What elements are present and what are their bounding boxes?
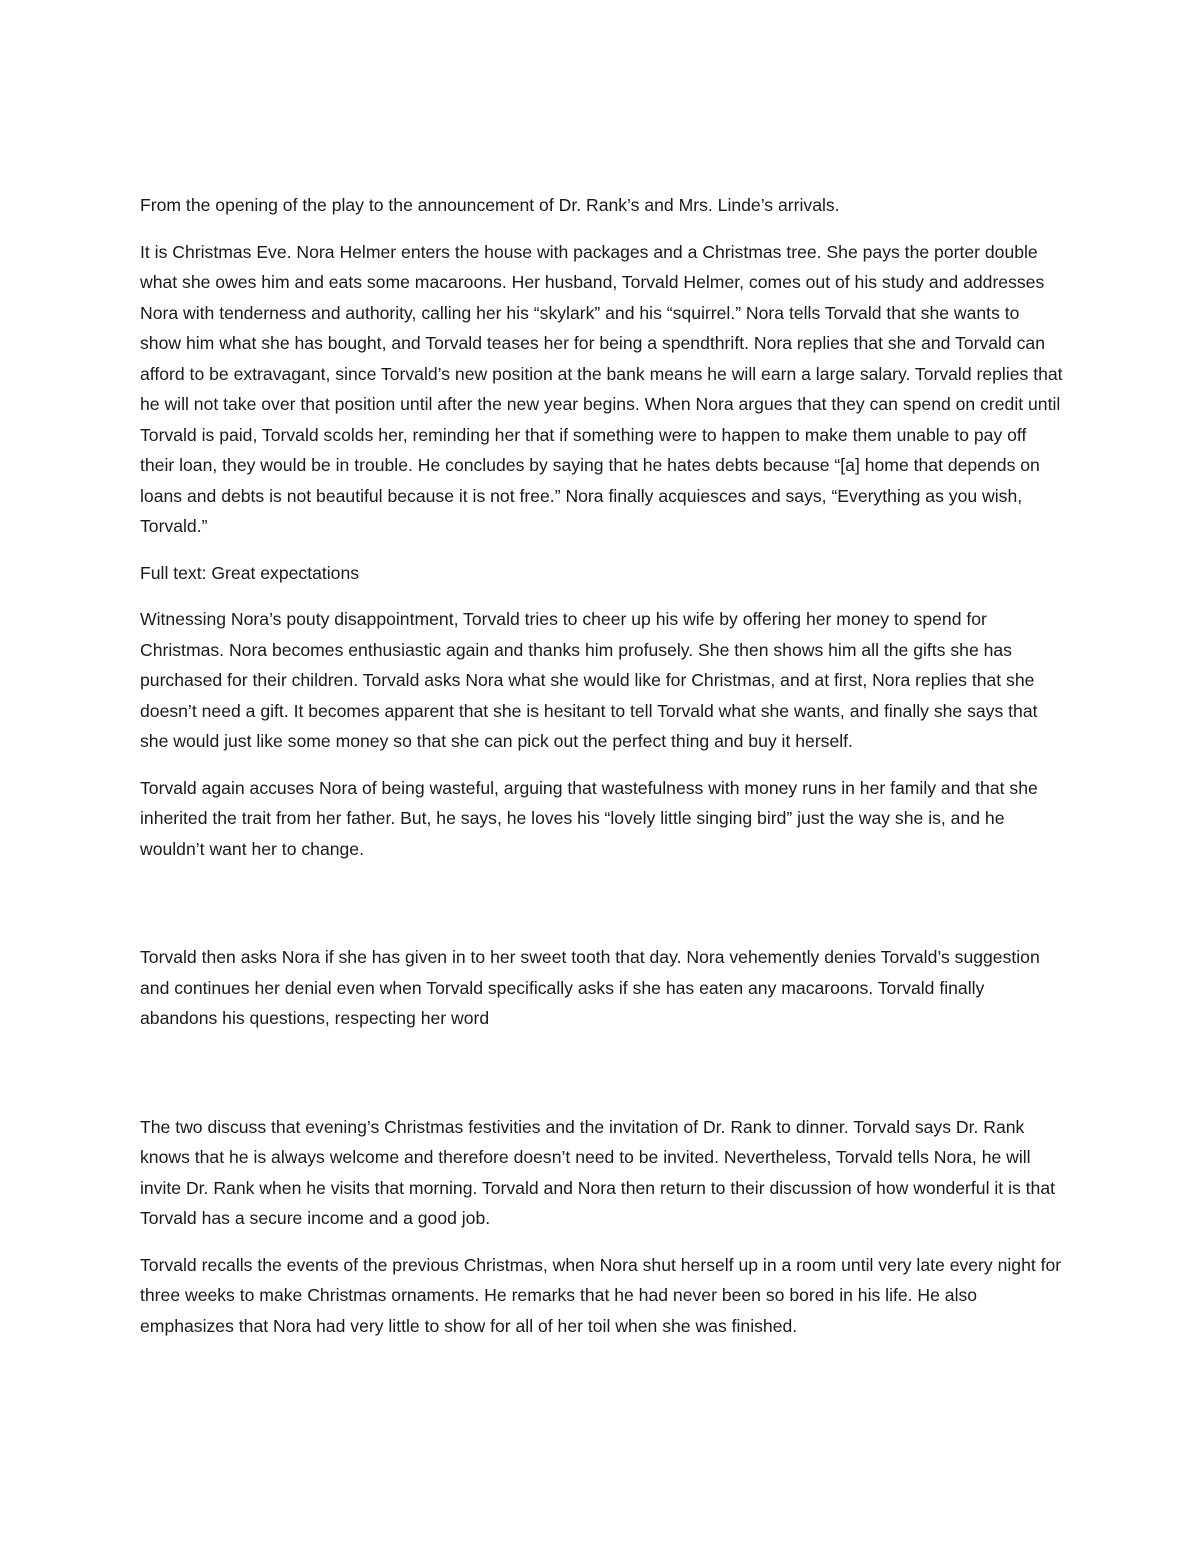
paragraph-nora-disappointment: Witnessing Nora’s pouty disappointment, Torvald tries to cheer up his wife by offering her money to spend for Christmas. Nora becomes enthusiastic again and thanks him profusely. She then shows him all the gifts she has purchased for their children. Torvald asks Nora what she would like for Christmas, and at first, Nora replies that she doesn’t need a gift. It becomes apparent that she is hesitant to tell Torvald what she wants, and finally she says that she would just like some money so that she can pick out the perfect thing and buy it herself. bbox=[140, 609, 1038, 751]
paragraph-festivities: The two discuss that evening’s Christmas festivities and the invitation of Dr. Rank to dinner. Torvald says Dr. Rank knows that he is always welcome and therefore doesn’t need to be invited. Nevertheless, Torvald tells Nora, he will invite Dr. Rank when he visits that morning. Torvald and Nora then return to their discussion of how wonderful it is that Torvald has a secure income and a good job. bbox=[140, 1116, 1056, 1228]
document-body bbox=[140, 190, 1065, 1357]
intro-line: From the opening of the play to the announcement of Dr. Rank’s and Mrs. Linde’s arrivals. bbox=[140, 195, 840, 215]
paragraph-wasteful: Torvald again accuses Nora of being wasteful, arguing that wastefulness with money runs in her family and that she inherited the trait from her father. But, he says, he loves his “lovely little singing bird” just the way she is, and he wouldn’t want her to change. bbox=[140, 777, 1038, 859]
paragraph-previous-christmas: Torvald recalls the events of the previous Christmas, when Nora shut herself up in a room until very late every night for three weeks to make Christmas ornaments. He remarks that he had never been so bored in his life. He also emphasizes that Nora had very little to show for all of her toil when she was finished. bbox=[140, 1254, 1062, 1336]
paragraph-christmas-eve: It is Christmas Eve. Nora Helmer enters the house with packages and a Christmas tree. She pays the porter double what she owes him and eats some macaroons. Her husband, Torvald Helmer, comes out of his study and addresses Nora with tenderness and authority, calling her his “skylark” and his “squirrel.” Nora tells Torvald that she wants to show him what she has bought, and Torvald teases her for being a spendthrift. Nora replies that she and Torvald can afford to be extravagant, since Torvald’s new position at the bank means he will earn a large salary. Torvald replies that he will not take over that position until after the new year begins. When Nora argues that they can spend on credit until Torvald is paid, Torvald scolds her, reminding her that if something were to happen to make them unable to pay off their loan, they would be in trouble. He concludes by saying that he hates debts because “[a] home that depends on loans and debts is not beautiful because it is not free.” Nora finally acquiesces and says, “Everything as you wish, Torvald.” bbox=[140, 241, 1063, 536]
paragraph-sweet-tooth: Torvald then asks Nora if she has given in to her sweet tooth that day. Nora vehemently denies Torvald’s suggestion and continues her denial even when Torvald specifically asks if she has eaten any macaroons. Torvald finally abandons his questions, respecting her word bbox=[140, 947, 1040, 1028]
section-heading-great-expectations: Full text: Great expectations bbox=[140, 562, 360, 583]
